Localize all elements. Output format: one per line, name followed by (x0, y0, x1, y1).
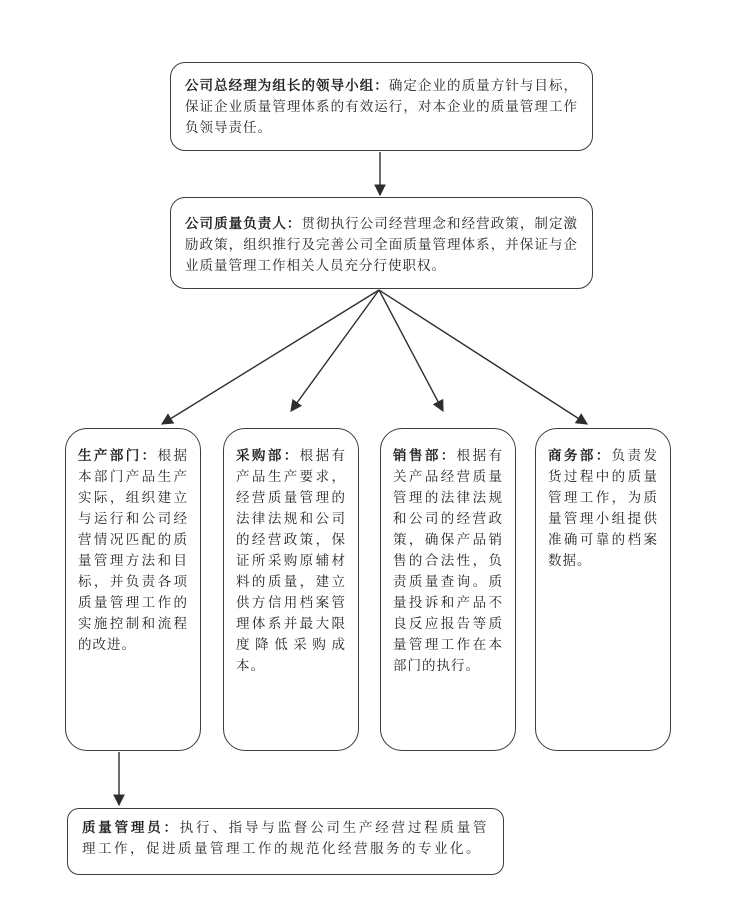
quality-admin-text: 质量管理员：执行、指导与监督公司生产经营过程质量管理工作，促进质量管理工作的规范化经营服务的专业化。 (82, 820, 489, 856)
commerce-dept-text: 商务部：负责发货过程中的质量管理工作，为质量管理小组提供准确可靠的档案数据。 (548, 448, 659, 568)
commerce-dept-box (535, 428, 671, 751)
arrow-director-to-production-icon (162, 290, 379, 424)
sales-dept-box (380, 428, 516, 751)
production-dept-text: 生产部门：根据本部门产品生产实际，组织建立与运行和公司经营情况匹配的质量管理方法和目标，并负责各项质量管理工作的实施控制和流程的改进。 (78, 448, 189, 652)
purchasing-dept-text: 采购部：根据有产品生产要求，经营质量管理的法律法规和公司的经营政策，保证所采购原辅材料的质量，建立供方信用档案管理体系并最大限度降低采购成本。 (236, 448, 347, 673)
purchasing-dept-label: 采购部： (236, 448, 300, 463)
purchasing-dept-box (223, 428, 359, 751)
leadership-group-text: 公司总经理为组长的领导小组：确定企业的质量方针与目标，保证企业质量管理体系的有效运行，对本企业的质量管理工作负领导责任。 (185, 78, 579, 135)
production-dept-box (65, 428, 201, 751)
sales-dept-text: 销售部：根据有关产品经营质量管理的法律法规和公司的经营政策，确保产品销售的合法性，负责质量查询。质量投诉和产品不良反应报告等质量管理工作在本部门的执行。 (393, 448, 504, 673)
arrow-director-to-purchasing-icon (291, 290, 379, 411)
commerce-dept-label: 商务部： (548, 448, 612, 463)
production-dept-label: 生产部门： (78, 448, 158, 463)
leadership-group-box (170, 62, 593, 151)
quality-director-box (170, 197, 593, 289)
leadership-group-label: 公司总经理为组长的领导小组： (185, 78, 389, 93)
quality-admin-label: 质量管理员： (82, 820, 180, 835)
quality-director-label: 公司质量负责人： (185, 216, 302, 231)
arrow-director-to-sales-icon (379, 290, 443, 411)
sales-dept-label: 销售部： (393, 448, 457, 463)
arrow-director-to-commerce-icon (379, 290, 587, 424)
quality-admin-box (67, 808, 504, 875)
quality-director-text: 公司质量负责人：贯彻执行公司经营理念和经营政策，制定激励政策，组织推行及完善公司全面质量管理体系，并保证与企业质量管理工作相关人员充分行使职权。 (185, 216, 579, 273)
